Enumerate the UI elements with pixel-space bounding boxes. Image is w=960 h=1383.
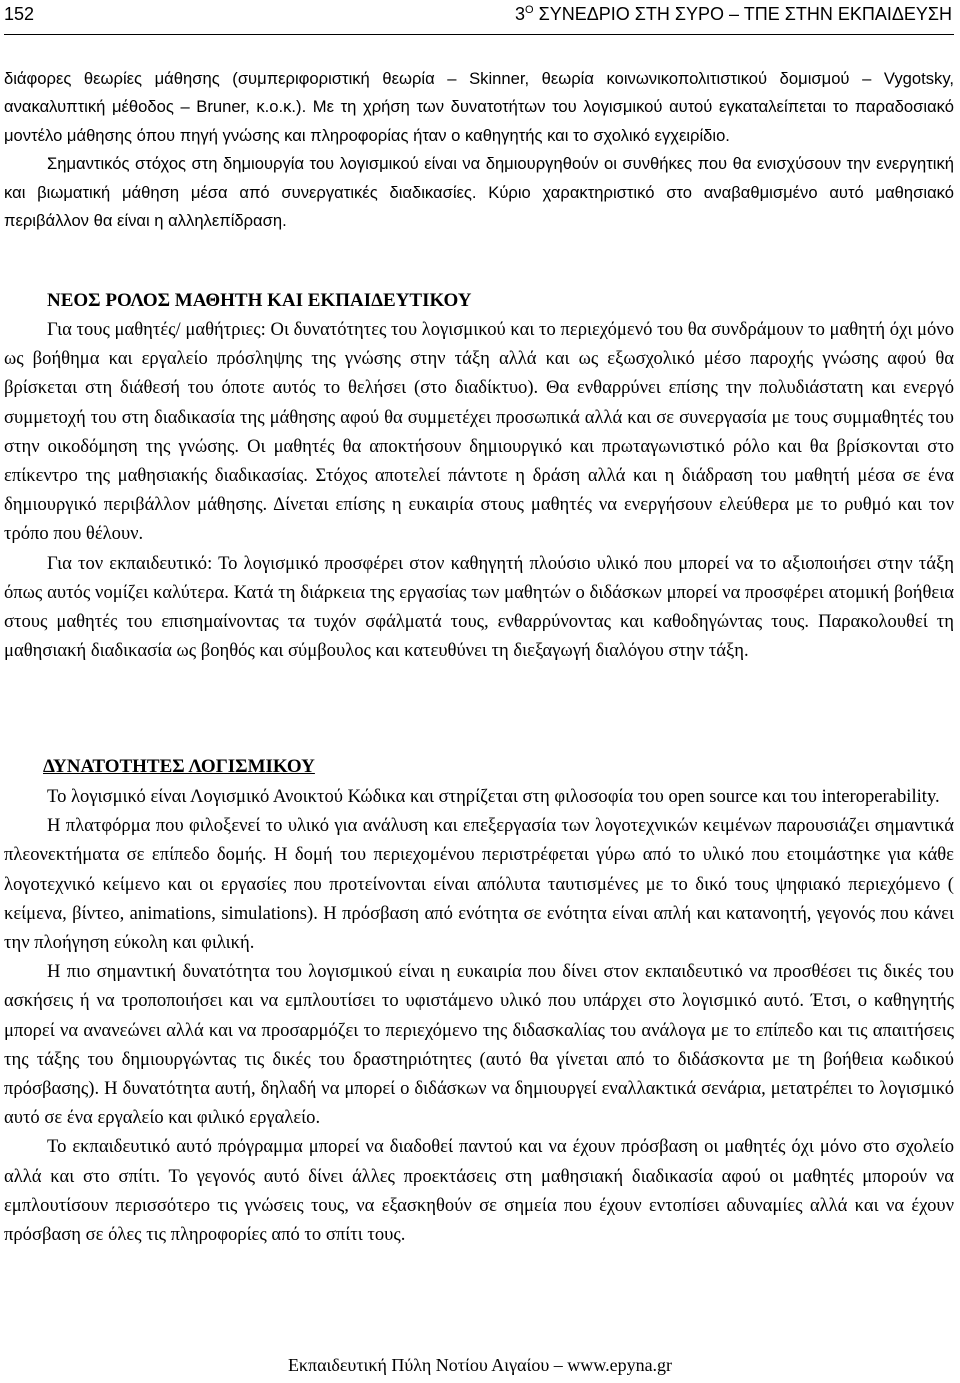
intro-paragraph-goal: Σημαντικός στόχος στη δημιουργία του λογισμικού είναι να δημιουργηθούν οι συνθήκες που θα ενισχύσουν την ενεργητική και βιωματική μάθηση μέσα από συνεργατικές διαδικασίες. Κύριο χαρακτηριστικό στο αναβαθμισμένο αυτό μαθησιακό περιβάλλον θα είναι η αλληλεπίδραση. bbox=[4, 154, 954, 231]
platform-paragraph: Η πλατφόρμα που φιλοξενεί το υλικό για ανάλυση και επεξεργασία των λογοτεχνικών κειμένων παρουσιάζει σημαντικά πλεονεκτήματα σε επίπεδο δομής. Η δομή του περιεχομένου περιστρέφεται γύρω από το υλικό που ετοιμάστηκε για κάθε λογοτεχνικό κείμενο και οι εργασίες που προτείνονται είναι απόλυτα ταυτισμένες με το δικό τους ψηφιακό περιεχόμενο ( κείμενα, βίντεο, animations, simulations). Η πρόσβαση από ενότητα σε ενότητα είναι απλή και κατανοητή, γεγονός που κάνει την πλοήγηση εύκολη και φιλική. bbox=[4, 815, 954, 954]
section-new-role-body bbox=[4, 315, 954, 665]
conference-prefix: 3 bbox=[515, 4, 526, 24]
conference-superscript: Ο bbox=[525, 4, 534, 16]
teacher-paragraph: Για τον εκπαιδευτικό: Το λογισμικό προσφέρει στον καθηγητή πλούσιο υλικό που μπορεί να το αξιοποιήσει στην τάξη όπως αυτός νομίζει καλύτερα. Κατά τη διάρκεια της εργασίας των μαθητών ο διδάσκων μπορεί να προσφέρει ατομική βοήθεια στους μαθητές του επισημαίνοντας τα τυχόν σφάλματά τους, ενθαρρύνοντας και καθοδηγώντας τους. Παρακολουθεί τη μαθησιακή διαδικασία ως βοηθός και σύμβουλος και κατευθύνει τη διεξαγωγή διαλόγου στην τάξη. bbox=[4, 552, 954, 662]
section-capabilities-body bbox=[4, 782, 954, 1249]
section-heading-new-role: ΝΕΟΣ ΡΟΛΟΣ ΜΑΘΗΤΗ ΚΑΙ ΕΚΠΑΙΔΕΥΤΙΚΟΥ bbox=[47, 290, 472, 311]
running-header bbox=[4, 4, 954, 35]
page-number: 152 bbox=[4, 4, 35, 24]
open-source-paragraph: Το λογισμικό είναι Λογισμικό Ανοικτού Κώδικα και στηρίζεται στη φιλοσοφία του open source και του interoperability. bbox=[47, 786, 940, 807]
students-paragraph: Για τους μαθητές/ μαθήτριες: Οι δυνατότητες του λογισμικού και το περιεχόμενό του θα συνδράμουν το μαθητή όχι μόνο ως βοήθημα και εργαλείο πρόσληψης της γνώσης στην τάξη αλλά και ως εξωσχολικό μέσο παροχής γνώσης αφού θα βρίσκεται στη διάθεσή του όποτε αυτός το θελήσει (στο διαδίκτυο). Θα ενθαρρύνει επίσης την πολυδιάστατη και ενεργό συμμετοχή του στη διαδικασία της μάθησης αφού θα συμμετέχει προσωπικά αλλά και σε συνεργασία με τους συμμαθητές του στην οικοδόμηση της γνώσης. Οι μαθητές θα αποκτήσουν δημιουργικό και πρωταγωνιστικό ρόλο και θα βρίσκονται στο επίκεντρο της μαθησιακής διαδικασίας. Στόχος αποτελεί πάντοτε η δράση αλλά και η διάδραση του μαθητή μέσα σε ένα δημιουργικό περιβάλλον μάθησης. Δίνεται επίσης η ευκαιρία στους μαθητές να ενεργήσουν ελεύθερα με το ρυθμό και τον τρόπο που θέλουν. bbox=[4, 319, 954, 545]
conference-rest: ΣΥΝΕΔΡΙΟ ΣΤΗ ΣΥΡΟ – ΤΠΕ ΣΤΗΝ ΕΚΠΑΙΔΕΥΣΗ bbox=[533, 4, 952, 24]
teacher-capability-paragraph: Η πιο σημαντική δυνατότητα του λογισμικού είναι η ευκαιρία που δίνει στον εκπαιδευτικό να προσθέσει τις δικές του ασκήσεις ή να τροποποιήσει και να εμπλουτίσει το υφιστάμενο υλικό που υπάρχει στο λογισμικό αυτό. Έτσι, ο καθηγητής μπορεί να ανανεώνει αλλά και να προσαρμόζει το περιεχόμενο της διδασκαλίας του ανάλογα με το επίπεδο και τις απαιτήσεις της τάξης του δημιουργώντας τις δικές του δραστηριότητες (αυτό θα γίνεται από το διδάσκοντα με τη βοήθεια κωδικού πρόσβασης). Η δυνατότητα αυτή, δηλαδή να μπορεί ο διδάσκων να δημιουργεί εναλλακτικά σενάρια, μετατρέπει το λογισμικό αυτό σε ένα εργαλείο και φιλικό εργαλείο. bbox=[4, 961, 954, 1129]
intro-section bbox=[4, 65, 954, 235]
page-footer: Εκπαιδευτική Πύλη Νοτίου Αιγαίου – www.epyna.gr bbox=[287, 1355, 673, 1375]
section-heading-capabilities: ΔΥΝΑΤΟΤΗΤΕΣ ΛΟΓΙΣΜΙΚΟΥ bbox=[43, 756, 315, 777]
intro-paragraph: διάφορες θεωρίες μάθησης (συμπεριφοριστική θεωρία – Skinner, θεωρία κοινωνικοπολιτιστικού δομισμού – Vygotsky, ανακαλυπτική μέθοδος – Bruner, κ.ο.κ.). Με τη χρήση των δυνατοτήτων του λογισμικού αυτού εγκαταλείπεται το παραδοσιακό μοντέλο μάθησης όπου πηγή γνώσης και πληροφορίας ήταν ο καθηγητής και το σχολικό εγχειρίδιο. bbox=[4, 69, 954, 145]
conference-title bbox=[515, 4, 952, 25]
access-paragraph: Το εκπαιδευτικό αυτό πρόγραμμα μπορεί να διαδοθεί παντού και να έχουν πρόσβαση οι μαθητές όχι μόνο στο σχολείο αλλά και στο σπίτι. Το γεγονός αυτό δίνει άλλες προεκτάσεις στη μαθησιακή διαδικασία αφού οι μαθητές μπορούν να εμπλουτίσουν περισσότερο τις γνώσεις τους, να εξασκηθούν σε σημεία που έχουν εντοπίσει αδυναμίες αλλά και να έχουν πρόσβαση σε όλες τις πληροφορίες από το σπίτι τους. bbox=[4, 1136, 954, 1246]
